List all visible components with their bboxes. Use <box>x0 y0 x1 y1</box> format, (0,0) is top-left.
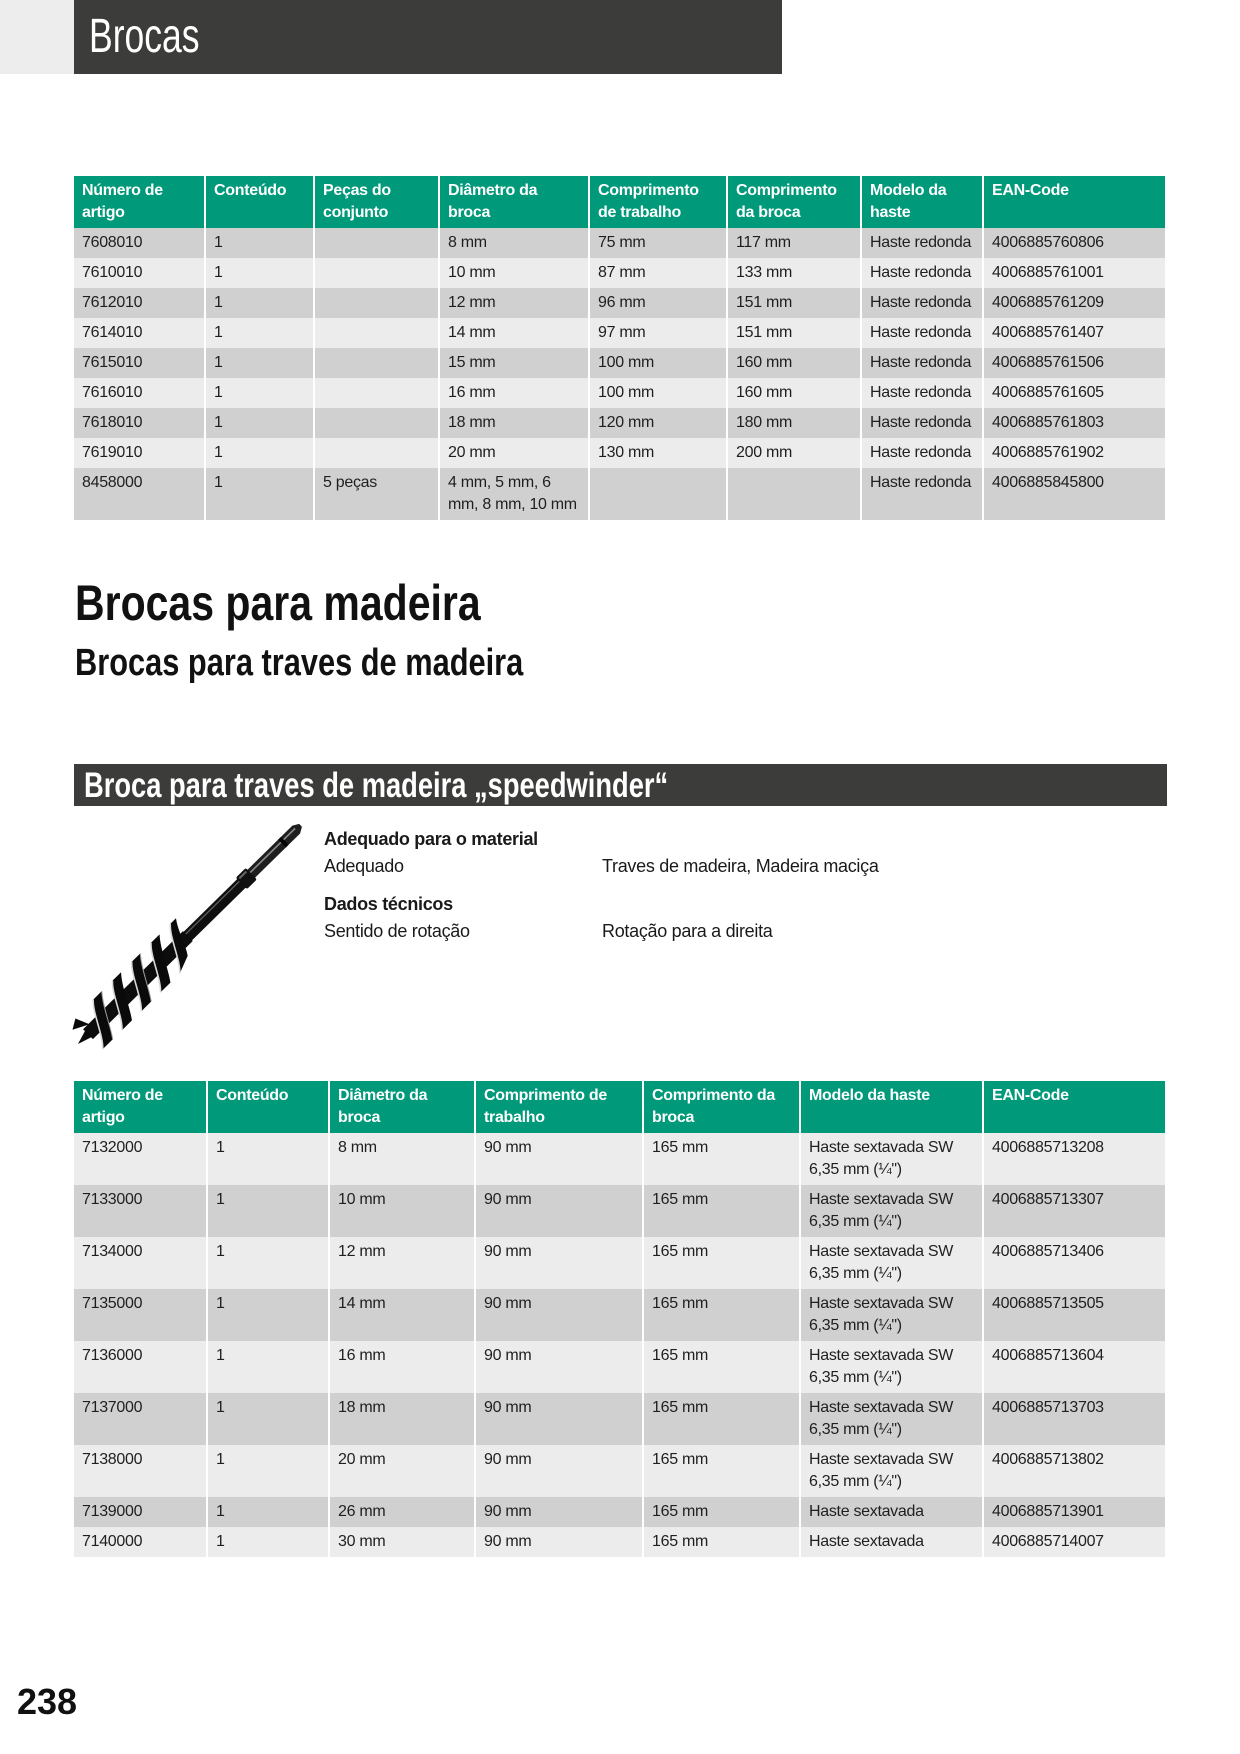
cell-pecas-do-conjunto <box>314 258 439 288</box>
cell-conteudo: 1 <box>205 408 314 438</box>
column-header-ean-code: EAN-Code <box>983 1081 1165 1133</box>
table-row <box>74 1445 1165 1497</box>
cell-pecas-do-conjunto <box>314 408 439 438</box>
table-row <box>74 468 1165 520</box>
cell-numero-de-artigo: 7610010 <box>74 258 205 288</box>
cell-numero-de-artigo: 7612010 <box>74 288 205 318</box>
column-header-conteudo: Conteúdo <box>205 176 314 228</box>
cell-comprimento-de-trabalho <box>589 468 727 520</box>
cell-comprimento-de-trabalho: 97 mm <box>589 318 727 348</box>
cell-comprimento-da-broca: 133 mm <box>727 258 861 288</box>
cell-ean-code: 4006885713307 <box>983 1185 1165 1237</box>
cell-comprimento-da-broca: 165 mm <box>643 1341 800 1393</box>
cell-diametro-da-broca: 8 mm <box>439 228 589 258</box>
cell-ean-code: 4006885713802 <box>983 1445 1165 1497</box>
cell-numero-de-artigo: 7133000 <box>74 1185 207 1237</box>
cell-modelo-da-haste: Haste redonda <box>861 288 983 318</box>
cell-comprimento-da-broca: 165 mm <box>643 1237 800 1289</box>
cell-numero-de-artigo: 7136000 <box>74 1341 207 1393</box>
column-header-diametro-da-broca: Diâmetro da broca <box>439 176 589 228</box>
cell-comprimento-da-broca: 160 mm <box>727 348 861 378</box>
cell-comprimento-de-trabalho: 90 mm <box>475 1445 643 1497</box>
cell-comprimento-de-trabalho: 90 mm <box>475 1527 643 1557</box>
cell-ean-code: 4006885713604 <box>983 1341 1165 1393</box>
cell-conteudo: 1 <box>207 1527 329 1557</box>
table-row <box>74 1341 1165 1393</box>
drill-bit-drawing <box>74 824 302 1050</box>
cell-diametro-da-broca: 14 mm <box>439 318 589 348</box>
cell-ean-code: 4006885714007 <box>983 1527 1165 1557</box>
cell-conteudo: 1 <box>205 258 314 288</box>
cell-conteudo: 1 <box>207 1445 329 1497</box>
column-header-modelo-da-haste: Modelo da haste <box>861 176 983 228</box>
cell-conteudo: 1 <box>207 1393 329 1445</box>
column-header-comprimento-de-trabalho: Comprimento de trabalho <box>589 176 727 228</box>
column-header-comprimento-da-broca: Comprimento da broca <box>727 176 861 228</box>
cell-comprimento-da-broca: 165 mm <box>643 1185 800 1237</box>
cell-comprimento-da-broca: 165 mm <box>643 1133 800 1185</box>
cell-numero-de-artigo: 7140000 <box>74 1527 207 1557</box>
cell-diametro-da-broca: 12 mm <box>329 1237 475 1289</box>
cell-pecas-do-conjunto <box>314 288 439 318</box>
cell-ean-code: 4006885761605 <box>983 378 1165 408</box>
table-row <box>74 1237 1165 1289</box>
cell-diametro-da-broca: 30 mm <box>329 1527 475 1557</box>
cell-conteudo: 1 <box>207 1185 329 1237</box>
cell-comprimento-da-broca: 165 mm <box>643 1393 800 1445</box>
cell-numero-de-artigo: 7134000 <box>74 1237 207 1289</box>
table-row <box>74 1289 1165 1341</box>
cell-comprimento-da-broca: 165 mm <box>643 1289 800 1341</box>
cell-comprimento-de-trabalho: 90 mm <box>475 1237 643 1289</box>
table-row <box>74 288 1165 318</box>
cell-diametro-da-broca: 4 mm, 5 mm, 6 mm, 8 mm, 10 mm <box>439 468 589 520</box>
cell-comprimento-da-broca: 160 mm <box>727 378 861 408</box>
cell-modelo-da-haste: Haste sextavada <box>800 1527 983 1557</box>
cell-numero-de-artigo: 7135000 <box>74 1289 207 1341</box>
cell-modelo-da-haste: Haste redonda <box>861 468 983 520</box>
product-title: Broca para traves de madeira „speedwinder“ <box>84 765 669 805</box>
cell-numero-de-artigo: 7616010 <box>74 378 205 408</box>
table-header-row <box>74 1081 1165 1133</box>
section-subtitle: Brocas para traves de madeira <box>75 642 524 684</box>
cell-comprimento-de-trabalho: 90 mm <box>475 1341 643 1393</box>
spec-label-material: Adequado <box>324 856 404 876</box>
section-title: Brocas para madeira <box>75 575 481 631</box>
cell-diametro-da-broca: 12 mm <box>439 288 589 318</box>
cell-diametro-da-broca: 20 mm <box>439 438 589 468</box>
cell-comprimento-de-trabalho: 75 mm <box>589 228 727 258</box>
table-row <box>74 348 1165 378</box>
spec-value-material: Traves de madeira, Madeira maciça <box>602 856 879 876</box>
cell-conteudo: 1 <box>205 288 314 318</box>
table-row <box>74 1133 1165 1185</box>
table-row <box>74 438 1165 468</box>
cell-modelo-da-haste: Haste sextavada SW 6,35 mm (¼") <box>800 1341 983 1393</box>
cell-pecas-do-conjunto <box>314 438 439 468</box>
cell-comprimento-da-broca: 165 mm <box>643 1527 800 1557</box>
cell-conteudo: 1 <box>205 348 314 378</box>
cell-diametro-da-broca: 10 mm <box>439 258 589 288</box>
cell-numero-de-artigo: 7614010 <box>74 318 205 348</box>
cell-conteudo: 1 <box>205 468 314 520</box>
cell-pecas-do-conjunto <box>314 348 439 378</box>
cell-diametro-da-broca: 18 mm <box>329 1393 475 1445</box>
cell-ean-code: 4006885713208 <box>983 1133 1165 1185</box>
cell-modelo-da-haste: Haste sextavada <box>800 1497 983 1527</box>
table-row <box>74 318 1165 348</box>
cell-numero-de-artigo: 7618010 <box>74 408 205 438</box>
cell-diametro-da-broca: 10 mm <box>329 1185 475 1237</box>
cell-comprimento-de-trabalho: 96 mm <box>589 288 727 318</box>
cell-conteudo: 1 <box>207 1341 329 1393</box>
cell-numero-de-artigo: 7619010 <box>74 438 205 468</box>
header-corner-block <box>0 0 74 74</box>
cell-diametro-da-broca: 20 mm <box>329 1445 475 1497</box>
product-title-bar <box>74 764 1167 806</box>
page-number: 238 <box>17 1681 78 1722</box>
cell-numero-de-artigo: 7615010 <box>74 348 205 378</box>
cell-comprimento-de-trabalho: 90 mm <box>475 1497 643 1527</box>
cell-diametro-da-broca: 8 mm <box>329 1133 475 1185</box>
cell-comprimento-da-broca: 180 mm <box>727 408 861 438</box>
cell-pecas-do-conjunto <box>314 228 439 258</box>
cell-modelo-da-haste: Haste redonda <box>861 228 983 258</box>
cell-comprimento-da-broca: 151 mm <box>727 288 861 318</box>
spec-label-rotation: Sentido de rotação <box>324 921 470 941</box>
drill-bit-icon <box>74 824 302 1050</box>
cell-comprimento-da-broca: 165 mm <box>643 1445 800 1497</box>
cell-modelo-da-haste: Haste redonda <box>861 348 983 378</box>
cell-modelo-da-haste: Haste sextavada SW 6,35 mm (¼") <box>800 1393 983 1445</box>
spec-value-rotation: Rotação para a direita <box>602 921 773 941</box>
cell-ean-code: 4006885761803 <box>983 408 1165 438</box>
cell-ean-code: 4006885713703 <box>983 1393 1165 1445</box>
cell-pecas-do-conjunto <box>314 318 439 348</box>
cell-comprimento-de-trabalho: 90 mm <box>475 1185 643 1237</box>
table-row <box>74 258 1165 288</box>
cell-ean-code: 4006885845800 <box>983 468 1165 520</box>
column-header-comprimento-de-trabalho: Comprimento de trabalho <box>475 1081 643 1133</box>
cell-numero-de-artigo: 7139000 <box>74 1497 207 1527</box>
cell-comprimento-da-broca: 117 mm <box>727 228 861 258</box>
drill-table-1 <box>74 176 1165 520</box>
spec-heading-technical: Dados técnicos <box>324 894 453 914</box>
cell-diametro-da-broca: 16 mm <box>329 1341 475 1393</box>
column-header-numero-de-artigo: Número de artigo <box>74 1081 207 1133</box>
cell-numero-de-artigo: 7608010 <box>74 228 205 258</box>
column-header-modelo-da-haste: Modelo da haste <box>800 1081 983 1133</box>
cell-ean-code: 4006885760806 <box>983 228 1165 258</box>
cell-ean-code: 4006885761209 <box>983 288 1165 318</box>
cell-pecas-do-conjunto: 5 peças <box>314 468 439 520</box>
cell-diametro-da-broca: 26 mm <box>329 1497 475 1527</box>
cell-conteudo: 1 <box>205 228 314 258</box>
cell-conteudo: 1 <box>205 438 314 468</box>
cell-comprimento-de-trabalho: 100 mm <box>589 348 727 378</box>
cell-comprimento-da-broca: 200 mm <box>727 438 861 468</box>
cell-modelo-da-haste: Haste sextavada SW 6,35 mm (¼") <box>800 1289 983 1341</box>
table-header-row <box>74 176 1165 228</box>
chapter-title: Brocas <box>89 10 200 63</box>
table-row <box>74 378 1165 408</box>
cell-modelo-da-haste: Haste redonda <box>861 258 983 288</box>
column-header-pecas-do-conjunto: Peças do conjunto <box>314 176 439 228</box>
cell-comprimento-da-broca: 165 mm <box>643 1497 800 1527</box>
column-header-numero-de-artigo: Número de artigo <box>74 176 205 228</box>
cell-diametro-da-broca: 16 mm <box>439 378 589 408</box>
cell-comprimento-da-broca: 151 mm <box>727 318 861 348</box>
cell-comprimento-de-trabalho: 100 mm <box>589 378 727 408</box>
table-row <box>74 228 1165 258</box>
cell-modelo-da-haste: Haste sextavada SW 6,35 mm (¼") <box>800 1185 983 1237</box>
table-row <box>74 1393 1165 1445</box>
column-header-diametro-da-broca: Diâmetro da broca <box>329 1081 475 1133</box>
cell-conteudo: 1 <box>207 1237 329 1289</box>
cell-comprimento-de-trabalho: 130 mm <box>589 438 727 468</box>
column-header-ean-code: EAN-Code <box>983 176 1165 228</box>
cell-conteudo: 1 <box>207 1133 329 1185</box>
cell-comprimento-de-trabalho: 90 mm <box>475 1393 643 1445</box>
cell-numero-de-artigo: 7137000 <box>74 1393 207 1445</box>
cell-numero-de-artigo: 7138000 <box>74 1445 207 1497</box>
cell-conteudo: 1 <box>207 1497 329 1527</box>
cell-conteudo: 1 <box>205 318 314 348</box>
cell-modelo-da-haste: Haste redonda <box>861 378 983 408</box>
cell-ean-code: 4006885761001 <box>983 258 1165 288</box>
cell-ean-code: 4006885713505 <box>983 1289 1165 1341</box>
table-row <box>74 408 1165 438</box>
table-row <box>74 1185 1165 1237</box>
drill-table-2 <box>74 1081 1165 1557</box>
chapter-header-bar <box>74 0 782 74</box>
cell-pecas-do-conjunto <box>314 378 439 408</box>
cell-comprimento-de-trabalho: 90 mm <box>475 1289 643 1341</box>
cell-diametro-da-broca: 14 mm <box>329 1289 475 1341</box>
cell-comprimento-de-trabalho: 120 mm <box>589 408 727 438</box>
cell-ean-code: 4006885761506 <box>983 348 1165 378</box>
cell-numero-de-artigo: 7132000 <box>74 1133 207 1185</box>
cell-modelo-da-haste: Haste sextavada SW 6,35 mm (¼") <box>800 1237 983 1289</box>
cell-modelo-da-haste: Haste redonda <box>861 438 983 468</box>
cell-modelo-da-haste: Haste redonda <box>861 318 983 348</box>
cell-conteudo: 1 <box>205 378 314 408</box>
cell-ean-code: 4006885761902 <box>983 438 1165 468</box>
cell-comprimento-de-trabalho: 90 mm <box>475 1133 643 1185</box>
cell-modelo-da-haste: Haste sextavada SW 6,35 mm (¼") <box>800 1133 983 1185</box>
cell-ean-code: 4006885713901 <box>983 1497 1165 1527</box>
cell-comprimento-de-trabalho: 87 mm <box>589 258 727 288</box>
cell-diametro-da-broca: 15 mm <box>439 348 589 378</box>
cell-comprimento-da-broca <box>727 468 861 520</box>
cell-ean-code: 4006885713406 <box>983 1237 1165 1289</box>
table-row <box>74 1527 1165 1557</box>
column-header-comprimento-da-broca: Comprimento da broca <box>643 1081 800 1133</box>
table-row <box>74 1497 1165 1527</box>
column-header-conteudo: Conteúdo <box>207 1081 329 1133</box>
cell-ean-code: 4006885761407 <box>983 318 1165 348</box>
cell-conteudo: 1 <box>207 1289 329 1341</box>
cell-diametro-da-broca: 18 mm <box>439 408 589 438</box>
cell-modelo-da-haste: Haste redonda <box>861 408 983 438</box>
spec-heading-material: Adequado para o material <box>324 829 538 849</box>
cell-modelo-da-haste: Haste sextavada SW 6,35 mm (¼") <box>800 1445 983 1497</box>
cell-numero-de-artigo: 8458000 <box>74 468 205 520</box>
